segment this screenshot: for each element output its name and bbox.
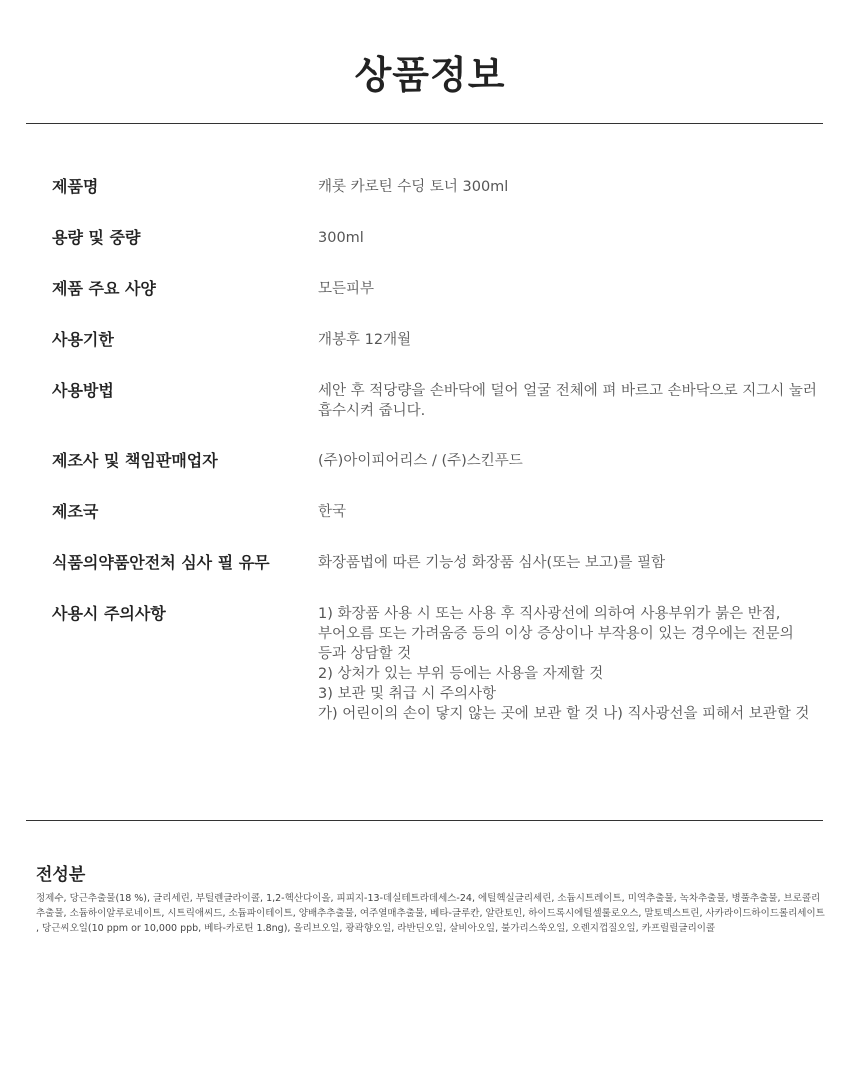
ingredients-list (36, 891, 836, 936)
info-label: 제품 주요 사양 (52, 279, 156, 298)
info-row-specs (52, 278, 842, 300)
info-row-expiry (52, 329, 842, 351)
info-row-country (52, 501, 842, 523)
info-value-line: 흡수시켜 줍니다. (318, 403, 426, 419)
info-label: 식품의약품안전처 심사 필 유무 (52, 553, 270, 572)
info-value-line: 가) 어린이의 손이 닿지 않는 곳에 보관 할 것 나) 직사광선을 피해서 보관할 것 (318, 706, 810, 722)
info-value-line: (주)아이피어리스 / (주)스킨푸드 (318, 453, 523, 469)
product-info-table (52, 176, 842, 753)
info-row-product-name (52, 176, 842, 198)
info-value-line: 3) 보관 및 취급 시 주의사항 (318, 686, 496, 702)
info-value-line: 2) 상처가 있는 부위 등에는 사용을 자제할 것 (318, 666, 604, 682)
info-value-line: 부어오름 또는 가려움증 등의 이상 증상이나 부작용이 있는 경우에는 전문의 (318, 626, 794, 642)
info-value (318, 380, 842, 421)
info-label: 사용방법 (52, 381, 114, 400)
info-label: 제품명 (52, 177, 99, 196)
info-value-line: 300ml (318, 230, 364, 246)
info-value (318, 278, 842, 300)
info-row-usage (52, 380, 842, 421)
info-label: 용량 및 중량 (52, 228, 141, 247)
info-value (318, 329, 842, 351)
ingredients-title: 전성분 (36, 865, 86, 885)
info-label: 제조국 (52, 502, 99, 521)
info-value-line: 1) 화장품 사용 시 또는 사용 후 직사광선에 의하여 사용부위가 붉은 반점, (318, 606, 781, 622)
info-row-manufacturer (52, 450, 842, 472)
info-label: 사용시 주의사항 (52, 604, 166, 623)
info-label: 제조사 및 책임판매업자 (52, 451, 218, 470)
info-row-mfds-review (52, 552, 842, 574)
page-title: 상품정보 (354, 53, 506, 97)
info-value-line: 모든피부 (318, 281, 375, 297)
info-value-line: 한국 (318, 504, 347, 520)
info-value (318, 552, 842, 574)
info-value-line: 등과 상담할 것 (318, 646, 412, 662)
ingredients-line: , 당근씨오일(10 ppm or 10,000 ppb, 베타-카로틴 1.8ng), 올리브오일, 광곽향오일, 라반딘오일, 살비아오일, 불가리스쑥오일, 오렌지껍질오일, 카프릴릴글리이콜 (36, 923, 716, 934)
info-value (318, 176, 842, 198)
info-row-precautions (52, 603, 842, 724)
info-value (318, 450, 842, 472)
bottom-divider (26, 820, 823, 821)
top-divider (26, 123, 823, 124)
ingredients-line: 정제수, 당근추출물(18 %), 글리세린, 부틸렌글라이콜, 1,2-헥산다이올, 피피지-13-데실테트라데세스-24, 에틸헥실글리세린, 소듐시트레이트, 미역추출물, 녹차추출물, 병풀추출물, 브로콜리 (36, 893, 821, 904)
info-value (318, 501, 842, 523)
info-value-line: 화장품법에 따른 기능성 화장품 심사(또는 보고)를 필함 (318, 555, 666, 571)
info-label: 사용기한 (52, 330, 114, 349)
info-row-volume (52, 227, 842, 249)
info-value-line: 캐롯 카로틴 수딩 토너 300ml (318, 179, 509, 195)
info-value-line: 세안 후 적당량을 손바닥에 덜어 얼굴 전체에 펴 바르고 손바닥으로 지그시 눌러 (318, 383, 817, 399)
info-value (318, 227, 842, 249)
info-value (318, 603, 842, 724)
info-value-line: 개봉후 12개월 (318, 332, 412, 348)
ingredients-line: 추출물, 소듐하이알루로네이트, 시트릭애씨드, 소듐파이테이트, 양배추추출물, 여주열매추출물, 베타-글루칸, 알란토인, 하이드록시에틸셀룰로오스, 말토덱스트린, 사카라이드하이드롤리세이트 (36, 908, 825, 919)
